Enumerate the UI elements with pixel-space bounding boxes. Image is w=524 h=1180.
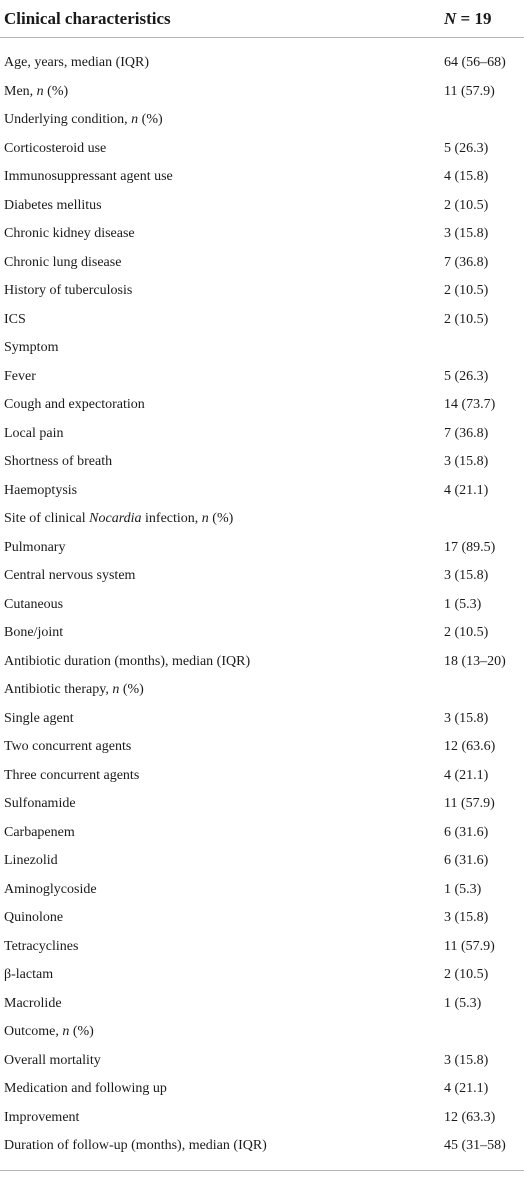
row-label: ICS — [4, 311, 26, 327]
bottom-rule — [0, 1170, 524, 1171]
row-value: 14 (73.7) — [444, 397, 496, 413]
table-row — [0, 733, 524, 762]
row-label: Pulmonary — [4, 539, 66, 555]
row-label: Overall mortality — [4, 1052, 101, 1068]
row-label: Local pain — [4, 425, 64, 441]
row-label: Haemoptysis — [4, 482, 78, 498]
row-value: 7 (36.8) — [444, 254, 489, 270]
table-row — [0, 562, 524, 591]
row-label: Diabetes mellitus — [4, 197, 102, 213]
table-row — [0, 306, 524, 335]
row-value: 5 (26.3) — [444, 140, 489, 156]
row-label: Tetracyclines — [4, 938, 79, 954]
row-label: Bone/joint — [4, 625, 64, 641]
row-value: 7 (36.8) — [444, 425, 489, 441]
row-label: Chronic lung disease — [4, 254, 122, 270]
row-label: Outcome, n (%) — [4, 1024, 94, 1040]
row-label: Corticosteroid use — [4, 140, 107, 156]
row-value: 1 (5.3) — [444, 995, 482, 1011]
table-row — [0, 363, 524, 392]
table-row — [0, 1047, 524, 1076]
header-n: N = 19 — [444, 8, 492, 28]
row-label: Central nervous system — [4, 568, 136, 584]
table-row — [0, 648, 524, 677]
header-characteristics: Clinical characteristics — [4, 8, 171, 28]
row-label: Symptom — [4, 340, 59, 356]
row-value: 4 (21.1) — [444, 482, 489, 498]
row-value: 6 (31.6) — [444, 853, 489, 869]
row-label: Cutaneous — [4, 596, 64, 612]
row-value: 4 (21.1) — [444, 767, 489, 783]
table-row — [0, 163, 524, 192]
table-row — [0, 391, 524, 420]
row-label: Shortness of breath — [4, 454, 113, 470]
table-row — [0, 249, 524, 278]
table-row — [0, 762, 524, 791]
row-value: 11 (57.9) — [444, 938, 495, 954]
row-label: Cough and expectoration — [4, 397, 145, 413]
row-label: Aminoglycoside — [4, 881, 97, 897]
row-label: Men, n (%) — [4, 83, 69, 99]
row-label: Chronic kidney disease — [4, 226, 135, 242]
row-value: 3 (15.8) — [444, 910, 489, 926]
row-label: Sulfonamide — [4, 796, 76, 812]
table-row — [0, 505, 524, 534]
table-row — [0, 705, 524, 734]
row-value: 12 (63.3) — [444, 1109, 496, 1125]
row-value: 3 (15.8) — [444, 568, 489, 584]
row-value: 2 (10.5) — [444, 311, 489, 327]
row-label: History of tuberculosis — [4, 283, 133, 299]
row-label: Carbapenem — [4, 824, 75, 840]
table-row — [0, 277, 524, 306]
table-row — [0, 619, 524, 648]
row-value: 3 (15.8) — [444, 1052, 489, 1068]
table-row — [0, 334, 524, 363]
table-row — [0, 534, 524, 563]
row-value: 3 (15.8) — [444, 710, 489, 726]
row-value: 2 (10.5) — [444, 625, 489, 641]
row-value: 1 (5.3) — [444, 596, 482, 612]
row-value: 5 (26.3) — [444, 368, 489, 384]
table-row — [0, 477, 524, 506]
table-row — [0, 49, 524, 78]
table-row — [0, 790, 524, 819]
table-row — [0, 1132, 524, 1161]
row-value: 4 (21.1) — [444, 1081, 489, 1097]
table-row — [0, 448, 524, 477]
row-value: 11 (57.9) — [444, 83, 495, 99]
row-label: Quinolone — [4, 910, 64, 926]
row-label: Medication and following up — [4, 1081, 167, 1097]
row-value: 6 (31.6) — [444, 824, 489, 840]
row-value: 4 (15.8) — [444, 169, 489, 185]
table-row — [0, 876, 524, 905]
table-row — [0, 961, 524, 990]
table-body — [0, 38, 524, 1161]
row-label: Three concurrent agents — [4, 767, 140, 783]
table-row — [0, 420, 524, 449]
table-row — [0, 1075, 524, 1104]
table-row — [0, 192, 524, 221]
row-label: Improvement — [4, 1109, 80, 1125]
table-row — [0, 591, 524, 620]
row-label: Immunosuppressant agent use — [4, 169, 173, 185]
row-label: Linezolid — [4, 853, 58, 869]
row-value: 2 (10.5) — [444, 967, 489, 983]
row-value: 3 (15.8) — [444, 226, 489, 242]
table-row — [0, 106, 524, 135]
table-row — [0, 78, 524, 107]
table-row — [0, 904, 524, 933]
table-row — [0, 676, 524, 705]
row-label: Underlying condition, n (%) — [4, 112, 163, 128]
row-label: β-lactam — [4, 967, 54, 983]
row-label: Single agent — [4, 710, 74, 726]
row-label: Two concurrent agents — [4, 739, 132, 755]
row-label: Macrolide — [4, 995, 62, 1011]
table-row — [0, 933, 524, 962]
row-value: 2 (10.5) — [444, 197, 489, 213]
row-value: 45 (31–58) — [444, 1138, 506, 1154]
row-value: 2 (10.5) — [444, 283, 489, 299]
row-value: 3 (15.8) — [444, 454, 489, 470]
row-value: 12 (63.6) — [444, 739, 496, 755]
table-row — [0, 135, 524, 164]
row-label: Fever — [4, 368, 36, 384]
row-label: Antibiotic therapy, n (%) — [4, 682, 144, 698]
row-value: 17 (89.5) — [444, 539, 496, 555]
table-row — [0, 847, 524, 876]
row-value: 1 (5.3) — [444, 881, 482, 897]
table-row — [0, 1018, 524, 1047]
row-value: 64 (56–68) — [444, 55, 506, 71]
row-label: Site of clinical Nocardia infection, n (%) — [4, 511, 234, 527]
row-value: 11 (57.9) — [444, 796, 495, 812]
table-row — [0, 220, 524, 249]
table-row — [0, 990, 524, 1019]
row-label: Age, years, median (IQR) — [4, 55, 150, 71]
row-value: 18 (13–20) — [444, 653, 506, 669]
row-label: Antibiotic duration (months), median (IQR) — [4, 653, 251, 669]
table-row — [0, 1104, 524, 1133]
table-row — [0, 819, 524, 848]
row-label: Duration of follow-up (months), median (IQR) — [4, 1138, 267, 1154]
table-header — [0, 0, 524, 37]
